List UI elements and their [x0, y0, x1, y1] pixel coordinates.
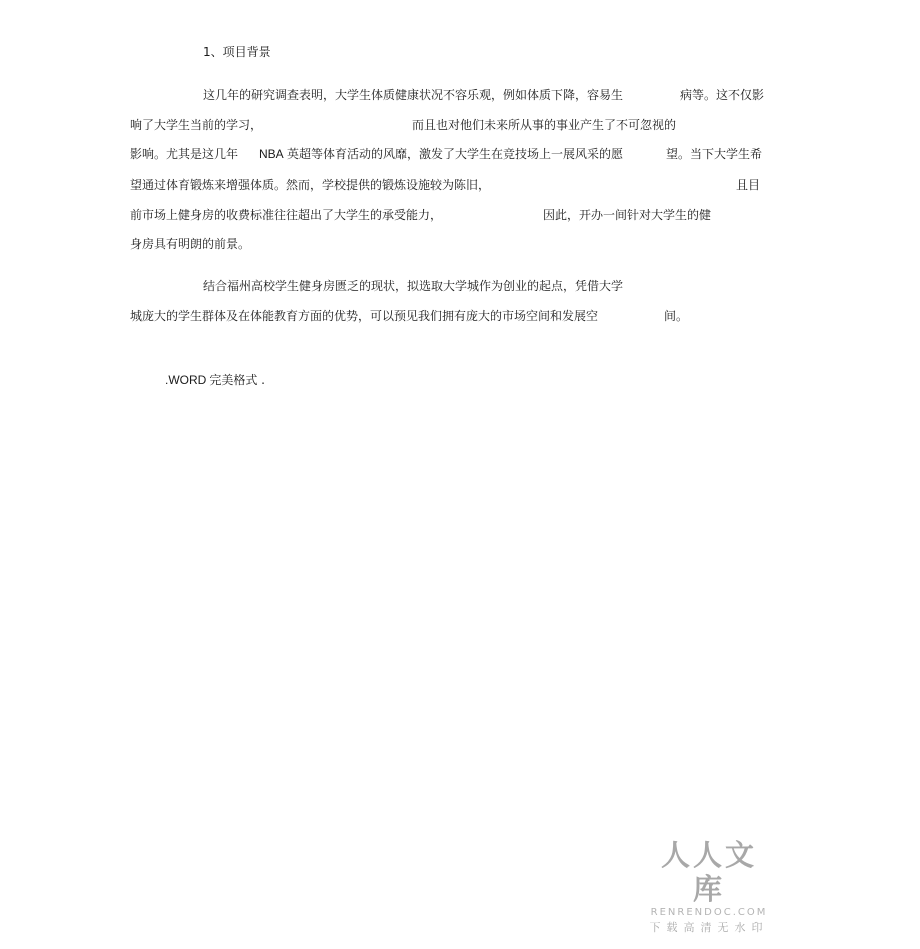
paragraph-1-line-1: 这几年的研究调查表明，大学生体质健康状况不容乐观，例如体质下降，容易生 — [203, 88, 624, 102]
watermark-title: 人人文库 — [660, 838, 757, 906]
word-format-note — [165, 372, 265, 388]
paragraph-1-line-3-end: 望。当下大学生希 — [666, 147, 763, 161]
nba-text: NBA — [259, 147, 284, 161]
paragraph-1-line-4: 望通过体育锻炼来增强体质。然而，学校提供的锻炼设施较为陈旧， — [130, 178, 491, 192]
section-heading: 1、项目背景 — [203, 45, 271, 59]
paragraph-1-line-3: 影响。尤其是这几年 — [130, 147, 239, 161]
watermark-url: RENRENDOC.COM — [650, 907, 768, 918]
paragraph-2-line-2-end: 间。 — [664, 309, 689, 323]
word-format-suffix: 完美格式 . — [209, 373, 265, 387]
word-format-word: WORD — [168, 373, 207, 387]
paragraph-1-line-2: 响了大学生当前的学习， — [130, 118, 263, 132]
paragraph-1-line-5: 前市场上健身房的收费标准往往超出了大学生的承受能力， — [130, 208, 443, 222]
paragraph-1-line-1-end: 病等。这不仅影 — [680, 88, 765, 102]
paragraph-1-line-3-mid: 英超等体育活动的风靡，激发了大学生在竞技场上一展风采的愿 — [287, 147, 624, 161]
paragraph-2-line-1: 结合福州高校学生健身房匮乏的现状，拟选取大学城作为创业的起点，凭借大学 — [203, 279, 624, 293]
paragraph-1-line-5-end: 因此，开办一间针对大学生的健 — [543, 208, 712, 222]
paragraph-1-line-2-end: 而且也对他们未来所从事的事业产生了不可忽视的 — [412, 118, 677, 132]
paragraph-1-line-6: 身房具有明朗的前景。 — [130, 237, 251, 251]
paragraph-1-line-4-end: 且目 — [736, 178, 761, 192]
watermark-subtitle: 下载高清无水印 — [649, 921, 769, 934]
word-format-prefix: . — [165, 373, 169, 387]
watermark-logo — [646, 838, 772, 936]
paragraph-2-line-2: 城庞大的学生群体及在体能教育方面的优势，可以预见我们拥有庞大的市场空间和发展空 — [130, 309, 599, 323]
